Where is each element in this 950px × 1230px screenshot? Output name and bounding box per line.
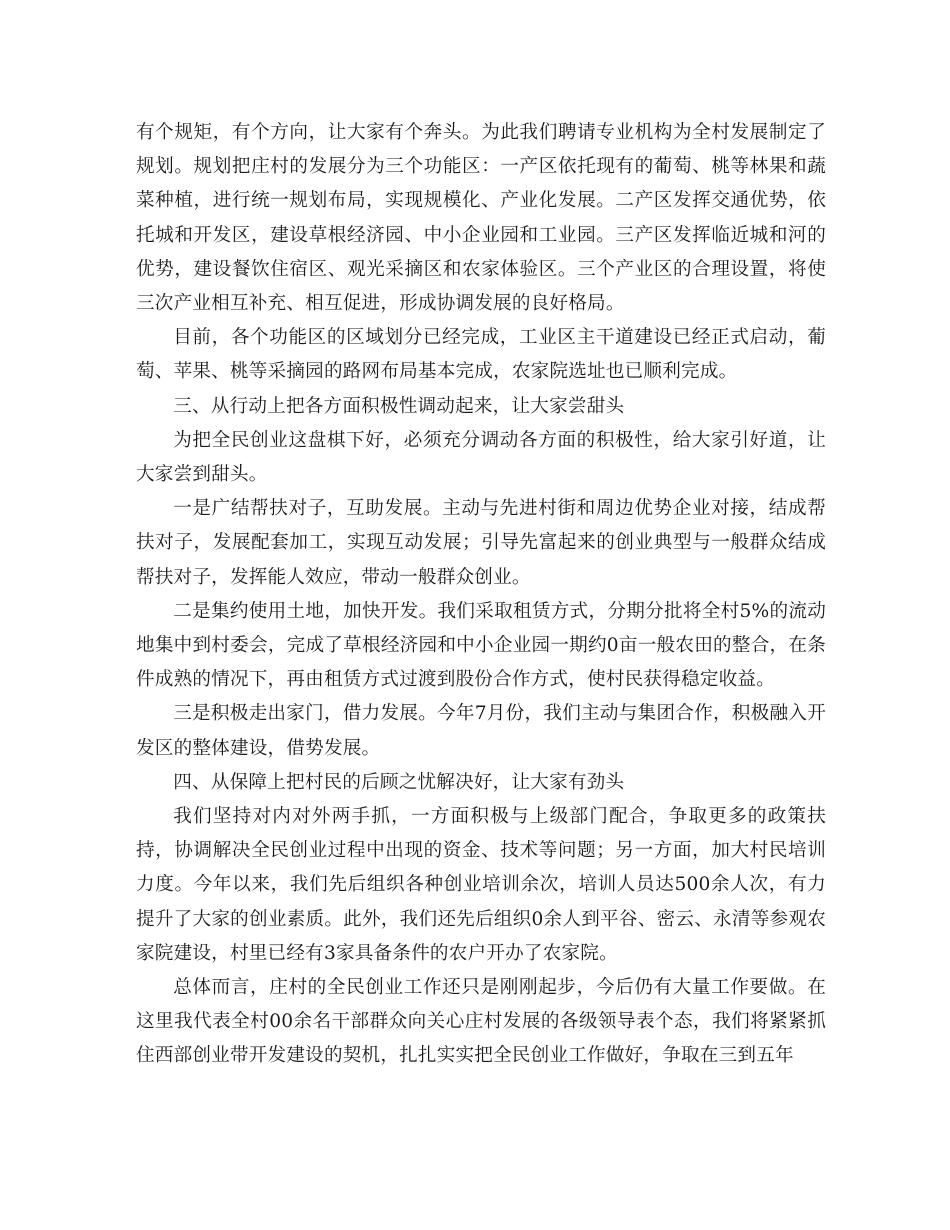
paragraph: 为把全民创业这盘棋下好，必须充分调动各方面的积极性，给大家引好道，让大家尝到甜头。 xyxy=(136,429,826,486)
paragraph: 一是广结帮扶对子，互助发展。主动与先进村街和周边优势企业对接，结成帮扶对子，发展配套加工，实现互动发展；引导先富起来的创业典型与一般群众结成帮扶对子，发挥能人效应，带动一般群众创业。 xyxy=(136,498,826,588)
paragraph: 三是积极走出家门，借力发展。今年7月份，我们主动与集团合作，积极融入开发区的整体建设，借势发展。 xyxy=(136,703,826,759)
paragraph: 二是集约使用土地，加快开发。我们采取租赁方式，分期分批将全村5%的流动地集中到村委会，完成了草根经济园和中小企业园一期约0亩一般农田的整合，在条件成熟的情况下，再由租赁方式过渡到股份合作方式，使村民获得稳定收益。 xyxy=(136,600,826,691)
paragraph: 有个规矩，有个方向，让大家有个奔头。为此我们聘请专业机构为全村发展制定了规划。规划把庄村的发展分为三个功能区：一产区依托现有的葡萄、桃等林果和蔬菜种植，进行统一规划布局，实现规模化、产业化发展。二产区发挥交通优势，依托城和开发区，建设草根经济园、中小企业园和工业园。三产区发挥临近城和河的优势，建设餐饮住宿区、观光采摘区和农家体验区。三个产业区的合理设置，将使三次产业相互补充、相互促进，形成协调发展的良好格局。 xyxy=(136,122,826,315)
paragraph: 总体而言，庄村的全民创业工作还只是刚刚起步，今后仍有大量工作要做。在这里我代表全村00余名干部群众向关心庄村发展的各级领导表个态，我们将紧紧抓住西部创业带开发建设的契机，扎扎实实把全民创业工作做好，争取在三到五年 xyxy=(136,977,826,1067)
document-body xyxy=(136,116,826,1074)
section-heading: 三、从行动上把各方面积极性调动起来，让大家尝甜头 xyxy=(173,395,625,417)
section-heading: 四、从保障上把村民的后顾之忧解决好，让大家有劲头 xyxy=(173,771,625,793)
paragraph: 目前，各个功能区的区域划分已经完成，工业区主干道建设已经正式启动，葡萄、苹果、桃等采摘园的路网布局基本完成，农家院选址也已顺利完成。 xyxy=(136,327,826,383)
paragraph: 我们坚持对内对外两手抓，一方面积极与上级部门配合，争取更多的政策扶持，协调解决全民创业过程中出现的资金、技术等问题；另一方面，加大村民培训力度。今年以来，我们先后组织各种创业培训余次，培训人员达500余人次，有力提升了大家的创业素质。此外，我们还先后组织0余人到平谷、密云、永清等参观农家院建设，村里已经有3家具备条件的农户开办了农家院。 xyxy=(136,806,826,964)
